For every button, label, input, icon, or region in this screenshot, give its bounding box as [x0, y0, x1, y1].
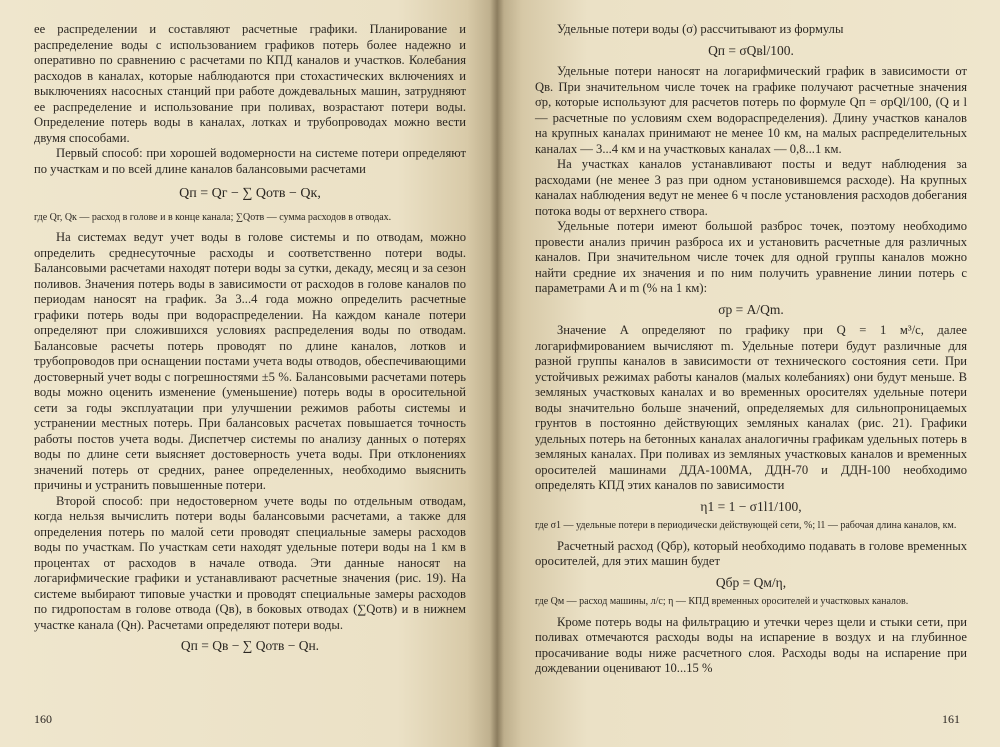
right-paragraph: Удельные потери имеют большой разброс точек, поэтому необходимо провести анализ причин разброса их и установить расчетные для различных каналов. При значительном числе точек для одной группы каналов можно найти средние их значения и по ним получить уравнение линии потерь с параметрами A и m (% на 1 км):: [535, 219, 967, 295]
right-paragraph: На участках каналов устанавливают посты и ведут наблюдения за расходами (не менее 3 раз при одном установившемся расходе). На крупных каналах наблюдения ведут не менее 6 ч после установления расходов добегания потока воды от верхнего створа.: [535, 157, 967, 218]
right-page-text: [535, 22, 967, 677]
right-formula-legend: где σ1 — удельные потери в периодически действующей сети, %; l1 — рабочая длина каналов, км.: [535, 520, 957, 531]
left-formula-legend: где Qг, Qк — расход в голове и в конце канала; ∑Qотв — сумма расходов в отводах.: [34, 211, 392, 223]
right-paragraph: Кроме потерь воды на фильтрацию и утечки через щели и стыки сети, при поливах отмечаются расходы воды на испарение в воздух и на глубинное просачивание воды ниже расчетного слоя. Расходы воды на испарение при дождевании оценивают 10...15 %: [535, 614, 967, 675]
left-paragraph: На системах ведут учет воды в голове системы и по отводам, можно определить среднесуточные расходы и соответственно потери воды. Балансовыми расчетами находят потери воды за сутки, декаду, месяц и за сезон поливов. Значения потерь воды в зависимости от расходов в голове каналов по периодам наносят на график. За 3...4 года можно определить расчетные графики потерь воды при водораспределении. На каждом канале потери определяют при сложившихся условиях распределения воды по отводам. Балансовые расчеты потерь проводят по длине каналов, лотков и трубопроводов при оснащении постами учета воды отводов, обеспечивающими достоверный учет воды с погрешностями ±5 %. Балансовыми расчетами потерь воды можно оценить изменение (уменьшение) потерь воды в оросительной сети за годы эксплуатации при улучшении режимов работы системы и устранении местных потерь. При балансовых расчетах повышается точность работы постов учета воды. Диспетчер системы по анализу данных о потерях воды по длине сети выясняет достоверность учета воды. При отклонениях значений потерь от средних, ранее определенных, необходимо выяснить причины и устранить повышенные потери.: [34, 230, 466, 492]
left-page-number: 160: [34, 712, 52, 726]
right-paragraph: Значение A определяют по графику при Q = 1 м³/с, далее логарифмированием вычисляют m. Удельные потери будут различные для разной группы каналов в зависимости от технического состояния сети. При устойчивых режимах работы каналов (малых колебаниях) они будут меньше. В земляных участковых каналах и во временных оросителях удельные потери воды значительно больше значений, определяемых для сильнопроницаемых грунтов в постоянно действующих земляных каналах (рис. 21). Графики удельных потерь на бетонных каналах аналогичны графикам удельных потерь в земляных каналах. При поливах из земляных участковых каналов и временных оросителей машинами ДДА-100МА, ДДН-70 и ДДН-100 необходимо определять КПД этих каналов по зависимости: [535, 323, 967, 492]
left-paragraph: Первый способ: при хорошей водомерности на системе потери определяют по участкам и по всей длине каналов балансовыми расчетами: [34, 146, 466, 176]
right-formula: η1 = 1 − σ1l1/100,: [700, 498, 802, 514]
right-formula: σр = A/Qm.: [718, 301, 784, 317]
right-paragraph: Расчетный расход (Qбр), который необходимо подавать в голове временных оросителей, для этих машин будет: [535, 538, 967, 568]
right-formula: Qп = σQвl/100.: [708, 42, 794, 58]
left-formula: Qп = Qв − ∑ Qотв − Qн.: [180, 638, 320, 653]
left-page-text: [34, 22, 466, 660]
left-paragraph: ее распределении и составляют расчетные графики. Планирование и распределение воды с использованием графиков потерь более надежно и оперативно по сравнению с расчетами по КПД каналов и участков. Колебания расходов в каналах, которые наблюдаются при стохастических включениях и выключениях насосных станций при работе дождевальных машин, затрудняют ее распределение и использование при поливах, возрастают потери воды. Определение потерь воды в каналах, лотках и трубопроводах можно вести двумя способами.: [34, 22, 466, 145]
right-formula: Qбр = Qм/η,: [715, 574, 787, 590]
book-gutter: [490, 0, 504, 747]
left-paragraph: Второй способ: при недостоверном учете воды по отдельным отводам, когда нельзя вычислить потери воды балансовыми расчетами, а также для определения потерь по малой сети проводят специальные замеры расходов воды по участкам. По участкам сети находят удельные потери воды на 1 км в процентах от расходов в начале отвода. Эти данные наносят на логарифмические графики и устанавливают расчетные значения (рис. 19). На системе выбирают типовые участки и проводят специальные замеры расходов по гидропостам в голове отвода (Qв), в боковых отводах (∑Qотв) и в нижнем участке канала (Qн). Расчетами определяют потери воды.: [34, 493, 466, 632]
right-formula-legend: где Qм — расход машины, л/с; η — КПД временных оросителей и участковых каналов.: [535, 596, 909, 607]
left-formula: Qп = Qг − ∑ Qотв − Qк,: [179, 186, 321, 201]
right-page: [497, 0, 1000, 747]
left-page: [0, 0, 497, 747]
right-page-number: 161: [942, 712, 960, 726]
right-paragraph: Удельные потери наносят на логарифмический график в зависимости от Qв. При значительном числе точек на графике получают расчетные значения σр, которые используют для расчетов потерь по формуле Qп = σрQl/100, (Q и l — расчетные по условиям схем водораспределения). Длину участков каналов на крупных каналах принимают не менее 10 км, на малых распределительных каналах — 3...4 км и на участковых каналах — 0,8...1 км.: [535, 64, 967, 156]
right-paragraph: Удельные потери воды (σ) рассчитывают из формулы: [557, 22, 844, 36]
